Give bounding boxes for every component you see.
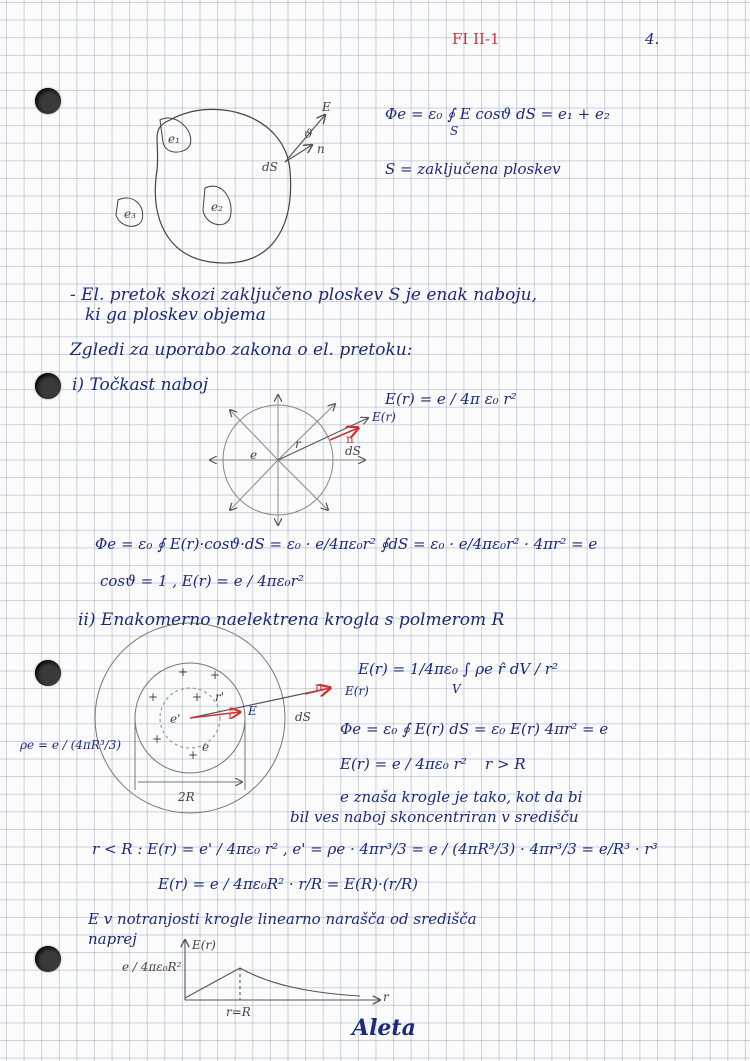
sphere-title: ii) Enakomerno naelektrena krogla s polmerom R: [78, 610, 505, 630]
sphere-inside-1: r < R : E(r) = e' / 4πε₀ r² , e' = ρe · 4πr³/3 = e / (4πR³/3) · 4πr³/3 = e/R³ · r³: [92, 840, 658, 858]
label-r-prime: r': [215, 690, 225, 704]
plus-3: +: [148, 690, 159, 704]
label-sphere-dS: dS: [295, 710, 311, 724]
plus-2: +: [210, 668, 221, 682]
label-sphere-e: e: [202, 740, 210, 754]
label-pc-r: r: [295, 437, 301, 451]
page-number: 4.: [645, 30, 660, 48]
label-theta: ϑ: [304, 127, 313, 141]
label-rcap: r̂: [228, 708, 234, 722]
sphere-integral-sub: V: [452, 682, 461, 696]
flux-formula: Φe = ε₀ ∮ E cosϑ dS = e₁ + e₂: [385, 105, 610, 123]
sphere-integral: E(r) = 1/4πε₀ ∫ ρe r̂ dV / r²: [358, 660, 558, 678]
conclusion-line-2: naprej: [88, 930, 137, 948]
plus-1: +: [178, 665, 189, 679]
sphere-note-2: bil ves naboj skoncentriran v središču: [290, 808, 579, 826]
plus-4: +: [192, 690, 203, 704]
label-pc-n: n: [346, 432, 354, 446]
sphere-outside-flux: Φe = ε₀ ∮ E(r) dS = ε₀ E(r) 4πr² = e: [340, 720, 609, 738]
label-e-prime: e': [170, 712, 181, 726]
graph-yvalue: e / 4πε₀R²: [122, 960, 182, 974]
plus-6: +: [188, 748, 199, 762]
sphere-inside-2: E(r) = e / 4πε₀R² · r/R = E(R)·(r/R): [158, 875, 419, 893]
flux-formula-sub: S: [450, 124, 459, 138]
sphere-note-1: e znaša krogle je tako, kot da bi: [340, 788, 583, 806]
statement-line-1: - El. pretok skozi zaključeno ploskev S je enak naboju,: [70, 285, 538, 305]
label-dS: dS: [262, 160, 278, 174]
label-2R: 2R: [178, 790, 195, 804]
point-charge-diagram: [210, 395, 368, 525]
label-pc-Er: E(r): [372, 410, 396, 424]
label-E-small: E: [248, 704, 257, 718]
point-charge-flux: Φe = ε₀ ∮ E(r)·cosϑ·dS = ε₀ · e/4πε₀r² ∮dS = ε₀ · e/4πε₀r² · 4πr² = e: [95, 535, 598, 553]
brand-logo: Aleta: [352, 1015, 416, 1041]
label-e3: e₃: [124, 207, 136, 221]
label-E: E: [322, 100, 331, 114]
graph-xmark: r=R: [226, 1005, 251, 1019]
rho-label: ρe = e / (4πR³/3): [20, 738, 122, 752]
point-charge-field: E(r) = e / 4π ε₀ r²: [385, 390, 517, 408]
sphere-outside-field: E(r) = e / 4πε₀ r²: [340, 755, 467, 773]
statement-line-2: ki ga ploskev objema: [85, 305, 266, 325]
label-n: n: [317, 142, 325, 156]
point-charge-cos: cosϑ = 1 , E(r) = e / 4πε₀r²: [100, 572, 304, 590]
plus-5: +: [152, 732, 163, 746]
label-sphere-n: n: [315, 680, 323, 694]
course-code: FI II-1: [452, 30, 500, 48]
label-sphere-Er: E(r): [345, 684, 369, 698]
label-pc-e: e: [250, 448, 258, 462]
label-e1: e₁: [168, 132, 180, 146]
surface-note: S = zaključena ploskev: [385, 160, 561, 178]
conclusion-line-1: E v notranjosti krogle linearno narašča od središča: [88, 910, 477, 928]
examples-heading: Zgledi za uporabo zakona o el. pretoku:: [70, 340, 413, 360]
point-charge-title: i) Točkast naboj: [72, 375, 209, 395]
graph-xlabel: r: [383, 990, 389, 1004]
sphere-outside-cond: r > R: [485, 755, 526, 773]
label-e2: e₂: [211, 200, 223, 214]
graph-ylabel: E(r): [192, 938, 216, 952]
label-pc-dS: dS: [345, 444, 361, 458]
